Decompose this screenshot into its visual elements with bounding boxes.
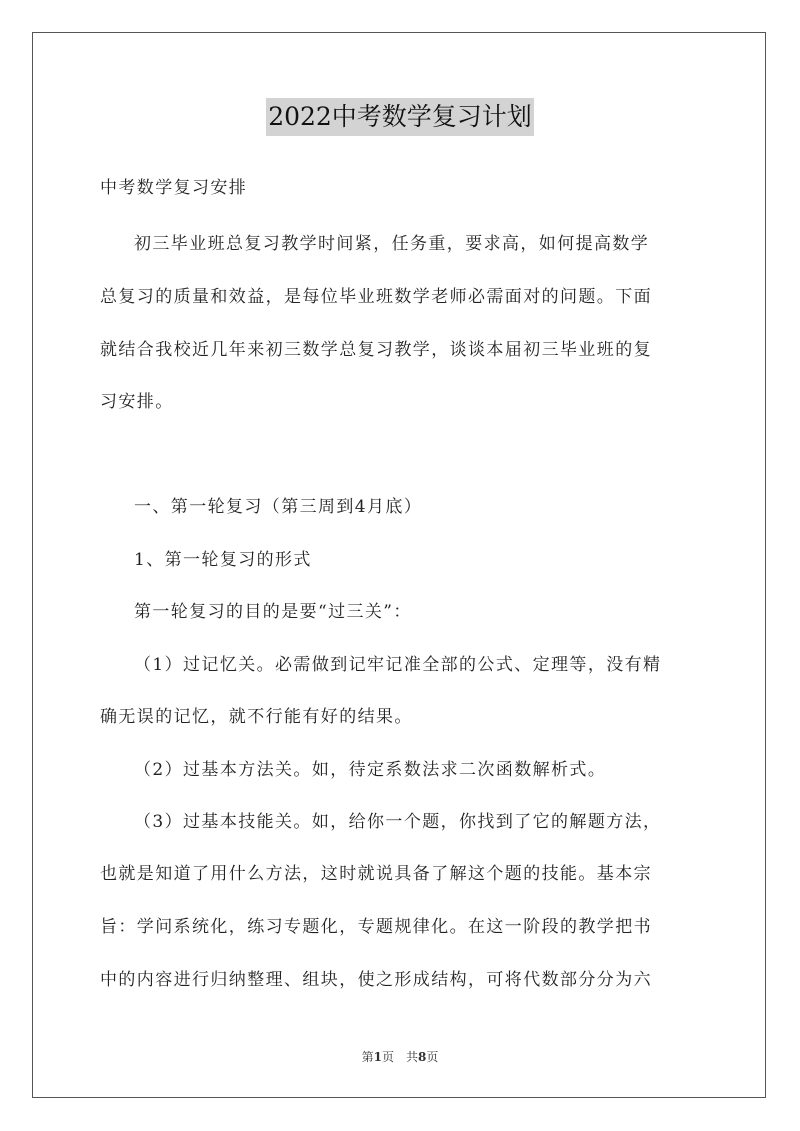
section-heading: 一、第一轮复习（第三周到4月底） xyxy=(134,497,423,517)
footer-prefix: 第 xyxy=(361,1050,374,1064)
document-title-wrap xyxy=(0,98,800,136)
paragraph-line: 也就是知道了用什么方法，这时就说具备了解这个题的技能。基本宗 xyxy=(100,864,652,884)
list-item-line: （2）过基本方法关。如，待定系数法求二次函数解析式。 xyxy=(134,760,607,780)
paragraph-line: 就结合我校近几年来初三数学总复习教学，谈谈本届初三毕业班的复 xyxy=(100,340,652,360)
paragraph-line: 总复习的质量和效益，是每位毕业班数学老师必需面对的问题。下面 xyxy=(100,287,652,307)
list-item-line: （3）过基本技能关。如，给你一个题，你找到了它的解题方法， xyxy=(134,812,662,832)
footer-total-pages: 8 xyxy=(418,1050,427,1064)
paragraph-line: 初三毕业班总复习教学时间紧，任务重，要求高，如何提高数学 xyxy=(134,234,650,254)
document-title: 2022中考数学复习计划 xyxy=(266,98,534,136)
section-heading: 中考数学复习安排 xyxy=(100,178,248,198)
footer-mid: 页 共 xyxy=(381,1050,418,1064)
paragraph-line: 习安排。 xyxy=(100,392,174,412)
footer-suffix: 页 xyxy=(426,1050,439,1064)
list-item-line: 确无误的记忆，就不行能有好的结果。 xyxy=(100,707,413,727)
paragraph-line: 中的内容进行归纳整理、组块，使之形成结构，可将代数部分分为六 xyxy=(100,970,652,990)
paragraph-line: 旨：学问系统化，练习专题化，专题规律化。在这一阶段的教学把书 xyxy=(100,917,652,937)
subsection-heading: 1、第一轮复习的形式 xyxy=(134,550,312,570)
paragraph-line: 第一轮复习的目的是要“过三关”： xyxy=(134,602,412,622)
footer-page-number: 1 xyxy=(373,1050,382,1064)
page-footer xyxy=(0,1048,800,1065)
list-item-line: （1）过记忆关。必需做到记牢记准全部的公式、定理等，没有精 xyxy=(134,655,662,675)
